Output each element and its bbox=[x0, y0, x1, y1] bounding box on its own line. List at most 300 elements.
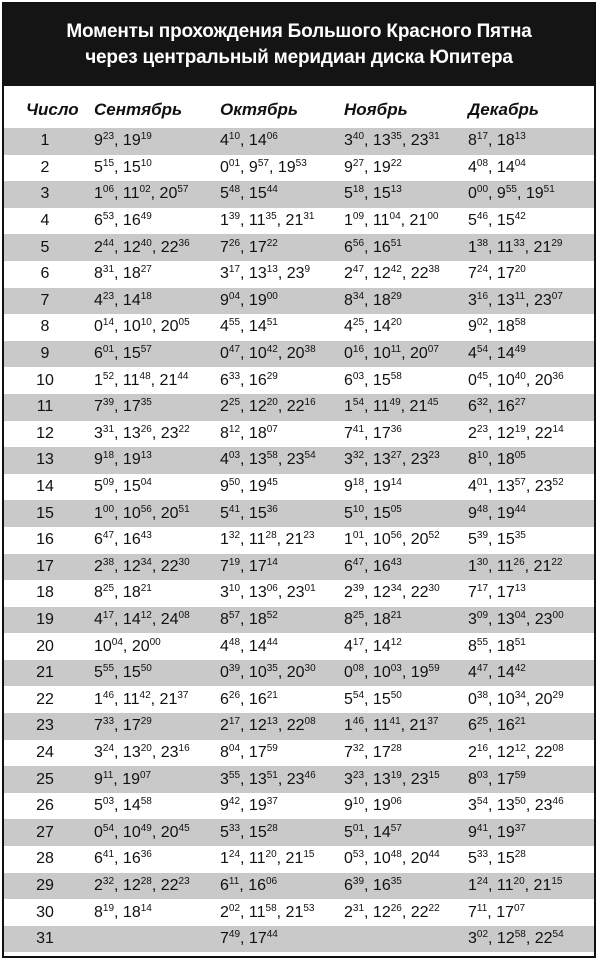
transit-time: $4^{10}$ bbox=[220, 131, 241, 150]
transit-time: $3^{31}$ bbox=[94, 423, 115, 442]
transit-time: $21^{29}$ bbox=[533, 237, 563, 256]
table-row bbox=[4, 554, 594, 581]
transit-time: $7^{32}$ bbox=[344, 742, 365, 761]
transit-time: $7^{11}$ bbox=[468, 902, 488, 921]
transit-time: $13^{26}$ bbox=[122, 423, 152, 442]
transit-time: $10^{40}$ bbox=[496, 370, 526, 389]
time-cell: $3^{24}$, $13^{20}$, $23^{16}$ bbox=[94, 742, 190, 761]
table-row bbox=[4, 341, 594, 368]
transit-time: $13^{27}$ bbox=[372, 450, 402, 469]
transit-time: $12^{42}$ bbox=[372, 264, 402, 283]
transit-time: $19^{07}$ bbox=[122, 769, 152, 788]
transit-time: $1^{52}$ bbox=[94, 370, 115, 389]
time-cell: $1^{52}$, $11^{48}$, $21^{44}$ bbox=[94, 370, 189, 389]
transit-time: $18^{21}$ bbox=[122, 583, 152, 602]
transit-time: $21^{22}$ bbox=[533, 556, 563, 575]
transit-time: $16^{29}$ bbox=[248, 370, 278, 389]
transit-time: $5^{09}$ bbox=[94, 477, 115, 496]
transit-time: $6^{26}$ bbox=[220, 689, 241, 708]
transit-time: $12^{20}$ bbox=[248, 397, 278, 416]
time-cell: $2^{02}$, $11^{58}$, $21^{53}$ bbox=[220, 902, 315, 921]
table-row bbox=[4, 234, 594, 261]
transit-time: $9^{18}$ bbox=[94, 450, 115, 469]
transit-time: $19^{14}$ bbox=[372, 477, 402, 496]
time-cell: $5^{10}$, $15^{05}$ bbox=[344, 503, 402, 522]
transit-time: $7^{17}$ bbox=[468, 583, 489, 602]
transit-time: $21^{37}$ bbox=[409, 716, 439, 735]
transit-time: $18^{52}$ bbox=[248, 609, 278, 628]
transit-time: $7^{19}$ bbox=[220, 556, 241, 575]
transit-time: $8^{25}$ bbox=[94, 583, 115, 602]
transit-time: $21^{15}$ bbox=[533, 875, 563, 894]
transit-time: $9^{27}$ bbox=[344, 157, 365, 176]
transit-time: $14^{58}$ bbox=[122, 796, 152, 815]
time-cell: $9^{18}$, $19^{13}$ bbox=[94, 450, 152, 469]
transit-time: $6^{03}$ bbox=[344, 370, 365, 389]
transit-time: $8^{25}$ bbox=[344, 609, 365, 628]
transit-time: $3^{16}$ bbox=[468, 290, 489, 309]
transit-time: $12^{34}$ bbox=[122, 556, 152, 575]
time-cell: $3^{54}$, $13^{50}$, $23^{46}$ bbox=[468, 796, 564, 815]
time-cell: $8^{12}$, $18^{07}$ bbox=[220, 423, 278, 442]
transit-time: $15^{50}$ bbox=[372, 689, 402, 708]
transit-time: $17^{44}$ bbox=[248, 929, 278, 948]
time-cell: $3^{09}$, $13^{04}$, $23^{00}$ bbox=[468, 609, 564, 628]
transit-time: $22^{16}$ bbox=[286, 397, 316, 416]
transit-time: $3^{17}$ bbox=[220, 264, 241, 283]
time-cell: $4^{01}$, $13^{57}$, $23^{52}$ bbox=[468, 477, 564, 496]
transit-time: $1^{01}$ bbox=[344, 530, 365, 549]
time-cell: $7^{32}$, $17^{28}$ bbox=[344, 742, 402, 761]
transit-time: $19^{37}$ bbox=[248, 796, 278, 815]
time-cell: $1^{09}$, $11^{04}$, $21^{00}$ bbox=[344, 211, 439, 230]
transit-time: $23^{22}$ bbox=[160, 423, 190, 442]
transit-time: $0^{14}$ bbox=[94, 317, 115, 336]
schedule-table-frame bbox=[2, 2, 596, 958]
transit-time: $20^{38}$ bbox=[286, 344, 316, 363]
transit-time: $11^{20}$ bbox=[248, 849, 277, 868]
transit-time: $13^{20}$ bbox=[122, 742, 152, 761]
transit-time: $17^{22}$ bbox=[248, 237, 278, 256]
transit-time: $2^{02}$ bbox=[220, 902, 241, 921]
transit-time: $23^{00}$ bbox=[534, 609, 564, 628]
transit-time: $11^{41}$ bbox=[372, 716, 401, 735]
time-cell: $5^{39}$, $15^{35}$ bbox=[468, 530, 526, 549]
transit-time: $17^{35}$ bbox=[122, 397, 152, 416]
transit-time: $20^{05}$ bbox=[160, 317, 190, 336]
transit-time: $0^{39}$ bbox=[220, 663, 241, 682]
time-cell: $6^{25}$, $16^{21}$ bbox=[468, 716, 526, 735]
transit-time: $12^{19}$ bbox=[496, 423, 526, 442]
transit-time: $0^{16}$ bbox=[344, 344, 365, 363]
time-cell: $2^{38}$, $12^{34}$, $22^{30}$ bbox=[94, 556, 190, 575]
time-cell: $1^{01}$, $10^{56}$, $20^{52}$ bbox=[344, 530, 440, 549]
time-cell: $3^{16}$, $13^{11}$, $23^{07}$ bbox=[468, 290, 563, 309]
time-cell: $0^{47}$, $10^{42}$, $20^{38}$ bbox=[220, 344, 316, 363]
transit-time: $11^{58}$ bbox=[248, 902, 277, 921]
transit-time: $18^{13}$ bbox=[496, 131, 526, 150]
transit-time: $1^{09}$ bbox=[344, 211, 365, 230]
transit-time: $17^{29}$ bbox=[122, 716, 152, 735]
time-cell: $6^{56}$, $16^{51}$ bbox=[344, 237, 402, 256]
time-cell: $1^{30}$, $11^{26}$, $21^{22}$ bbox=[468, 556, 563, 575]
transit-time: $3^{10}$ bbox=[220, 583, 241, 602]
transit-time: $5^{01}$ bbox=[344, 822, 365, 841]
transit-time: $11^{02}$ bbox=[122, 184, 151, 203]
time-cell: $9^{50}$, $19^{45}$ bbox=[220, 477, 278, 496]
table-row bbox=[4, 208, 594, 235]
transit-time: $5^{41}$ bbox=[220, 503, 241, 522]
transit-time: $2^{44}$ bbox=[94, 237, 115, 256]
transit-time: $19^{45}$ bbox=[248, 477, 278, 496]
transit-time: $14^{12}$ bbox=[122, 609, 152, 628]
time-cell: $6^{47}$, $16^{43}$ bbox=[344, 556, 402, 575]
transit-time: $16^{35}$ bbox=[372, 875, 402, 894]
transit-time: $1^{06}$ bbox=[94, 184, 115, 203]
row-day-number: 27 bbox=[36, 823, 54, 841]
title-line-1: Моменты прохождения Большого Красного Пятна bbox=[66, 21, 532, 42]
time-cell: $9^{10}$, $19^{06}$ bbox=[344, 796, 402, 815]
transit-time: $4^{47}$ bbox=[468, 663, 489, 682]
row-day-number: 28 bbox=[36, 850, 54, 868]
transit-time: $2^{47}$ bbox=[344, 264, 365, 283]
transit-time: $2^{25}$ bbox=[220, 397, 241, 416]
transit-time: $20^{30}$ bbox=[286, 663, 316, 682]
transit-time: $21^{44}$ bbox=[159, 370, 189, 389]
row-day-number: 16 bbox=[36, 531, 54, 549]
time-cell: $7^{11}$, $17^{07}$ bbox=[468, 902, 526, 921]
table-row bbox=[4, 926, 594, 953]
transit-time: $4^{48}$ bbox=[220, 636, 241, 655]
transit-time: $15^{28}$ bbox=[248, 822, 278, 841]
row-day-number: 11 bbox=[36, 398, 54, 416]
transit-time: $15^{35}$ bbox=[496, 530, 526, 549]
transit-time: $0^{08}$ bbox=[344, 663, 365, 682]
transit-time: $1^{54}$ bbox=[344, 397, 365, 416]
transit-time: $5^{33}$ bbox=[468, 849, 489, 868]
row-day-number: 14 bbox=[36, 478, 54, 496]
transit-time: $21^{53}$ bbox=[285, 902, 315, 921]
transit-time: $14^{44}$ bbox=[248, 636, 278, 655]
time-cell: $0^{16}$, $10^{11}$, $20^{07}$ bbox=[344, 344, 439, 363]
table-body bbox=[4, 128, 594, 952]
row-day-number: 3 bbox=[40, 185, 50, 203]
transit-time: $15^{42}$ bbox=[496, 211, 526, 230]
transit-time: $10^{04}$ bbox=[94, 636, 123, 655]
time-cell: $4^{47}$, $14^{42}$ bbox=[468, 663, 526, 682]
table-row bbox=[4, 607, 594, 634]
transit-time: $9^{18}$ bbox=[344, 477, 365, 496]
transit-time: $6^{01}$ bbox=[94, 344, 115, 363]
table-row bbox=[4, 394, 594, 421]
time-cell: $7^{17}$, $17^{13}$ bbox=[468, 583, 526, 602]
time-cell: $1^{00}$, $10^{56}$, $20^{51}$ bbox=[94, 503, 190, 522]
transit-time: $23^{01}$ bbox=[286, 583, 316, 602]
transit-time: $19^{06}$ bbox=[372, 796, 402, 815]
time-cell: $1^{24}$, $11^{20}$, $21^{15}$ bbox=[468, 875, 563, 894]
time-cell: $4^{03}$, $13^{58}$, $23^{54}$ bbox=[220, 450, 316, 469]
time-cell: $4^{10}$, $14^{06}$ bbox=[220, 131, 278, 150]
transit-time: $15^{36}$ bbox=[248, 503, 278, 522]
transit-time: $12^{28}$ bbox=[122, 875, 152, 894]
transit-time: $22^{08}$ bbox=[534, 742, 564, 761]
time-cell: $2^{16}$, $12^{12}$, $22^{08}$ bbox=[468, 742, 564, 761]
transit-time: $10^{11}$ bbox=[372, 344, 402, 363]
time-cell: $1^{32}$, $11^{28}$, $21^{23}$ bbox=[220, 530, 315, 549]
transit-time: $6^{56}$ bbox=[344, 237, 365, 256]
transit-time: $9^{57}$ bbox=[248, 157, 269, 176]
row-day-number: 30 bbox=[36, 903, 54, 921]
transit-time: $18^{07}$ bbox=[248, 423, 278, 442]
time-cell: $9^{11}$, $19^{07}$ bbox=[94, 769, 152, 788]
transit-time: $5^{55}$ bbox=[94, 663, 115, 682]
transit-time: $8^{10}$ bbox=[468, 450, 489, 469]
transit-time: $0^{53}$ bbox=[344, 849, 365, 868]
transit-time: $16^{49}$ bbox=[122, 211, 152, 230]
table-row bbox=[4, 633, 594, 660]
transit-time: $19^{53}$ bbox=[277, 157, 307, 176]
transit-time: $20^{51}$ bbox=[160, 503, 190, 522]
transit-time: $13^{50}$ bbox=[496, 796, 526, 815]
transit-time: $19^{00}$ bbox=[248, 290, 278, 309]
row-day-number: 22 bbox=[36, 690, 54, 708]
row-day-number: 25 bbox=[36, 770, 54, 788]
time-cell: $5^{33}$, $15^{28}$ bbox=[220, 822, 278, 841]
transit-time: $20^{00}$ bbox=[131, 636, 161, 655]
transit-time: $14^{49}$ bbox=[496, 344, 526, 363]
time-cell: $3^{40}$, $13^{35}$, $23^{31}$ bbox=[344, 131, 440, 150]
transit-time: $8^{12}$ bbox=[220, 423, 241, 442]
row-day-number: 9 bbox=[40, 345, 50, 363]
time-cell: $6^{47}$, $16^{43}$ bbox=[94, 530, 152, 549]
transit-time: $3^{02}$ bbox=[468, 929, 489, 948]
transit-time: $5^{03}$ bbox=[94, 796, 115, 815]
transit-time: $15^{50}$ bbox=[122, 663, 152, 682]
time-cell: $1^{39}$, $11^{35}$, $21^{31}$ bbox=[220, 211, 315, 230]
transit-time: $23^{23}$ bbox=[410, 450, 440, 469]
time-cell: $3^{17}$, $13^{13}$, $23^9$ bbox=[220, 264, 311, 283]
table-row bbox=[4, 713, 594, 740]
time-cell: $9^{04}$, $19^{00}$ bbox=[220, 290, 278, 309]
time-cell: $9^{42}$, $19^{37}$ bbox=[220, 796, 278, 815]
transit-time: $6^{47}$ bbox=[344, 556, 365, 575]
transit-time: $2^{32}$ bbox=[94, 875, 115, 894]
time-cell: $3^{31}$, $13^{26}$, $23^{22}$ bbox=[94, 423, 190, 442]
transit-time: $5^{15}$ bbox=[94, 157, 115, 176]
table-row bbox=[4, 819, 594, 846]
transit-time: $20^{52}$ bbox=[410, 530, 440, 549]
row-day-number: 15 bbox=[36, 504, 54, 522]
transit-time: $9^{04}$ bbox=[220, 290, 241, 309]
time-cell: $8^{03}$, $17^{59}$ bbox=[468, 769, 526, 788]
table-row bbox=[4, 367, 594, 394]
transit-time: $8^{17}$ bbox=[468, 131, 489, 150]
transit-time: $11^{28}$ bbox=[248, 530, 277, 549]
transit-time: $14^{04}$ bbox=[496, 157, 526, 176]
transit-time: $17^{59}$ bbox=[248, 742, 278, 761]
transit-time: $20^{45}$ bbox=[160, 822, 190, 841]
transit-time: $22^{30}$ bbox=[160, 556, 190, 575]
time-cell: $2^{25}$, $12^{20}$, $22^{16}$ bbox=[220, 397, 316, 416]
transit-time: $1^{32}$ bbox=[220, 530, 241, 549]
time-cell: $8^{04}$, $17^{59}$ bbox=[220, 742, 278, 761]
time-cell: $7^{41}$, $17^{36}$ bbox=[344, 423, 402, 442]
transit-time: $13^{58}$ bbox=[248, 450, 278, 469]
table-row bbox=[4, 527, 594, 554]
transit-time: $14^{51}$ bbox=[248, 317, 278, 336]
table-row bbox=[4, 500, 594, 527]
transit-time: $2^{39}$ bbox=[344, 583, 365, 602]
transit-time: $7^{49}$ bbox=[220, 929, 241, 948]
transit-time: $14^{18}$ bbox=[122, 290, 152, 309]
transit-time: $17^{14}$ bbox=[248, 556, 278, 575]
transit-time: $16^{36}$ bbox=[122, 849, 152, 868]
table-row bbox=[4, 261, 594, 288]
row-day-number: 18 bbox=[36, 584, 54, 602]
transit-time: $3^{32}$ bbox=[344, 450, 365, 469]
row-day-number: 17 bbox=[36, 557, 54, 575]
transit-time: $21^{31}$ bbox=[285, 211, 315, 230]
transit-time: $13^{57}$ bbox=[496, 477, 526, 496]
transit-time: $17^{07}$ bbox=[496, 902, 526, 921]
transit-time: $14^{12}$ bbox=[372, 636, 402, 655]
transit-time: $7^{26}$ bbox=[220, 237, 241, 256]
transit-time: $4^{17}$ bbox=[94, 609, 115, 628]
transit-time: $6^{32}$ bbox=[468, 397, 489, 416]
transit-time: $23^{46}$ bbox=[286, 769, 316, 788]
table-header bbox=[4, 86, 594, 128]
time-cell: $9^{18}$, $19^{14}$ bbox=[344, 477, 402, 496]
header-day: Число bbox=[26, 100, 79, 119]
time-cell: $9^{41}$, $19^{37}$ bbox=[468, 822, 526, 841]
transit-time: $19^{44}$ bbox=[496, 503, 526, 522]
time-cell: $7^{49}$, $17^{44}$ bbox=[220, 929, 278, 948]
row-day-number: 10 bbox=[36, 371, 54, 389]
transit-time: $5^{10}$ bbox=[344, 503, 365, 522]
transit-time: $15^{10}$ bbox=[122, 157, 152, 176]
time-cell: $7^{39}$, $17^{35}$ bbox=[94, 397, 152, 416]
transit-time: $10^{48}$ bbox=[372, 849, 402, 868]
transit-time: $16^{43}$ bbox=[372, 556, 402, 575]
transit-time: $5^{18}$ bbox=[344, 184, 365, 203]
transit-time: $13^{11}$ bbox=[496, 290, 526, 309]
table-row bbox=[4, 899, 594, 926]
time-cell: $6^{11}$, $16^{06}$ bbox=[220, 875, 278, 894]
transit-time: $13^{13}$ bbox=[248, 264, 278, 283]
transit-time: $3^{23}$ bbox=[344, 769, 365, 788]
transit-time: $21^{37}$ bbox=[159, 689, 189, 708]
table-row bbox=[4, 580, 594, 607]
transit-time: $8^{34}$ bbox=[344, 290, 365, 309]
transit-time: $3^{09}$ bbox=[468, 609, 489, 628]
time-cell: $8^{10}$, $18^{05}$ bbox=[468, 450, 526, 469]
time-cell: $3^{02}$, $12^{58}$, $22^{54}$ bbox=[468, 929, 564, 948]
time-cell: $0^{00}$, $9^{55}$, $19^{51}$ bbox=[468, 184, 555, 203]
transit-time: $4^{23}$ bbox=[94, 290, 115, 309]
row-day-number: 4 bbox=[40, 212, 50, 230]
transit-time: $0^{00}$ bbox=[468, 184, 489, 203]
time-cell: $7^{24}$, $17^{20}$ bbox=[468, 264, 526, 283]
time-cell: $1^{46}$, $11^{42}$, $21^{37}$ bbox=[94, 689, 189, 708]
table-row bbox=[4, 314, 594, 341]
transit-time: $2^{17}$ bbox=[220, 716, 241, 735]
transit-time: $8^{04}$ bbox=[220, 742, 241, 761]
transit-time: $5^{54}$ bbox=[344, 689, 365, 708]
row-day-number: 12 bbox=[36, 424, 54, 442]
table-row bbox=[4, 155, 594, 182]
time-cell: $0^{38}$, $10^{34}$, $20^{29}$ bbox=[468, 689, 564, 708]
transit-time: $3^{40}$ bbox=[344, 131, 365, 150]
time-cell: $0^{45}$, $10^{40}$, $20^{36}$ bbox=[468, 370, 564, 389]
time-cell: $5^{41}$, $15^{36}$ bbox=[220, 503, 278, 522]
table-row bbox=[4, 793, 594, 820]
transit-time: $23^{54}$ bbox=[286, 450, 316, 469]
time-cell: $3^{23}$, $13^{19}$, $23^{15}$ bbox=[344, 769, 440, 788]
transit-time: $11^{42}$ bbox=[122, 689, 151, 708]
transit-time: $7^{41}$ bbox=[344, 423, 365, 442]
transit-time: $10^{35}$ bbox=[248, 663, 278, 682]
transit-time: $10^{42}$ bbox=[248, 344, 278, 363]
table-row bbox=[4, 474, 594, 501]
time-cell: $2^{39}$, $12^{34}$, $22^{30}$ bbox=[344, 583, 440, 602]
transit-time: $10^{56}$ bbox=[372, 530, 402, 549]
transit-time: $15^{57}$ bbox=[122, 344, 152, 363]
transit-time: $9^{41}$ bbox=[468, 822, 489, 841]
table-row bbox=[4, 421, 594, 448]
transit-time: $16^{27}$ bbox=[496, 397, 526, 416]
transit-time: $12^{13}$ bbox=[248, 716, 278, 735]
time-cell: $1^{38}$, $11^{33}$, $21^{29}$ bbox=[468, 237, 563, 256]
time-cell: $5^{33}$, $15^{28}$ bbox=[468, 849, 526, 868]
table-title bbox=[4, 4, 594, 86]
row-day-number: 21 bbox=[36, 664, 54, 682]
row-day-number: 6 bbox=[40, 265, 50, 283]
header-month-september: Сентябрь bbox=[94, 100, 183, 119]
transit-time: $19^{19}$ bbox=[122, 131, 152, 150]
transit-time: $10^{56}$ bbox=[122, 503, 152, 522]
transit-time: $8^{19}$ bbox=[94, 902, 115, 921]
transit-time: $22^{14}$ bbox=[534, 423, 564, 442]
transit-time: $9^{48}$ bbox=[468, 503, 489, 522]
transit-time: $16^{06}$ bbox=[248, 875, 278, 894]
transit-time: $9^{50}$ bbox=[220, 477, 241, 496]
transit-time: $11^{33}$ bbox=[496, 237, 525, 256]
transit-time: $17^{59}$ bbox=[496, 769, 526, 788]
transit-time: $16^{21}$ bbox=[496, 716, 526, 735]
transit-time: $23^{31}$ bbox=[410, 131, 440, 150]
transit-time: $6^{33}$ bbox=[220, 370, 241, 389]
time-cell: $8^{57}$, $18^{52}$ bbox=[220, 609, 278, 628]
transit-time: $22^{08}$ bbox=[286, 716, 316, 735]
transit-time: $1^{24}$ bbox=[220, 849, 241, 868]
time-cell: $8^{25}$, $18^{21}$ bbox=[344, 609, 402, 628]
transit-time: $11^{49}$ bbox=[372, 397, 401, 416]
time-cell: $8^{55}$, $18^{51}$ bbox=[468, 636, 526, 655]
time-cell: $2^{31}$, $12^{26}$, $22^{22}$ bbox=[344, 902, 440, 921]
time-cell: $9^{48}$, $19^{44}$ bbox=[468, 503, 526, 522]
time-cell: $4^{48}$, $14^{44}$ bbox=[220, 636, 278, 655]
transit-time: $4^{01}$ bbox=[468, 477, 489, 496]
time-cell: $1^{24}$, $11^{20}$, $21^{15}$ bbox=[220, 849, 315, 868]
transit-time: $1^{00}$ bbox=[94, 503, 115, 522]
transit-time: $1^{38}$ bbox=[468, 237, 489, 256]
transit-time: $15^{58}$ bbox=[372, 370, 402, 389]
time-cell: $8^{34}$, $18^{29}$ bbox=[344, 290, 402, 309]
transit-time: $7^{39}$ bbox=[94, 397, 115, 416]
transit-time: $19^{37}$ bbox=[496, 822, 526, 841]
transit-time: $6^{41}$ bbox=[94, 849, 115, 868]
row-day-number: 13 bbox=[36, 451, 54, 469]
